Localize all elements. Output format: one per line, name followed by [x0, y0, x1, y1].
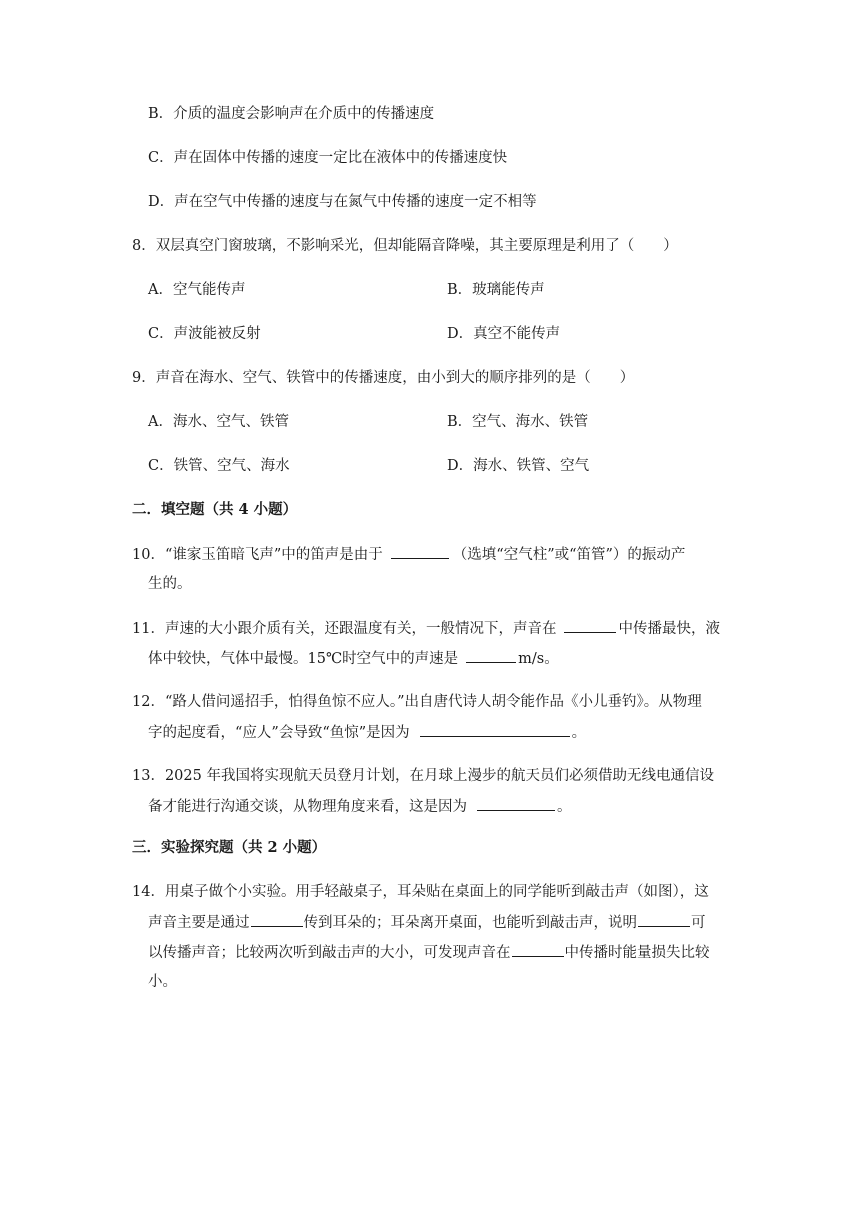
q9-option-a: A．海水、空气、铁管 — [148, 414, 289, 430]
q14-text-6: 中传播时能量损失比较 — [564, 945, 710, 961]
q11-answer-blank-1[interactable] — [564, 618, 616, 633]
q14-line-3 — [148, 942, 710, 963]
q14-line-2 — [148, 912, 706, 933]
q8-stem: 8．双层真空门窗玻璃，不影响采光，但却能隔音降噪，其主要原理是利用了（ ） — [132, 238, 678, 254]
q10-text-1: 10．“谁家玉笛暗飞声”中的笛声是由于 — [132, 547, 383, 563]
q11-text-1: 11．声速的大小跟介质有关，还跟温度有关，一般情况下，声音在 — [132, 621, 557, 637]
q14-line-1: 14．用桌子做个小实验。用手轻敲桌子，耳朵贴在桌面上的同学能听到敲击声（如图），这 — [132, 884, 709, 900]
q10-line-1 — [132, 544, 685, 565]
q13-line-2 — [148, 796, 572, 817]
q8-option-c: C．声波能被反射 — [148, 326, 261, 342]
q9-stem: 9．声音在海水、空气、铁管中的传播速度，由小到大的顺序排列的是（ ） — [132, 370, 635, 386]
q9-option-b: B．空气、海水、铁管 — [447, 414, 589, 430]
q7-option-c: C．声在固体中传播的速度一定比在液体中的传播速度快 — [148, 150, 508, 166]
q13-line-1: 13．2025 年我国将实现航天员登月计划，在月球上漫步的航天员们必须借助无线电通信设 — [132, 768, 714, 784]
q11-text-3: 体中较快，气体中最慢。15℃时空气中的声速是 — [148, 651, 459, 667]
q14-text-4: 可 — [691, 915, 706, 931]
q12-line-2 — [148, 722, 586, 743]
q12-text-2: 字的起度看，“应人”会导致“鱼惊”是因为 — [148, 725, 410, 741]
q8-option-d: D．真空不能传声 — [447, 326, 561, 342]
q11-text-2: 中传播最快，液 — [618, 621, 720, 637]
q9-option-c: C．铁管、空气、海水 — [148, 458, 290, 474]
section-heading-experiment: 三．实验探究题（共 2 小题） — [132, 839, 327, 856]
q8-option-b: B．玻璃能传声 — [447, 282, 545, 298]
q14-text-5: 以传播声音；比较两次听到敲击声的大小，可发现声音在 — [148, 945, 511, 961]
q9-option-d: D．海水、铁管、空气 — [447, 458, 590, 474]
q14-line-4: 小。 — [148, 974, 177, 990]
q13-text-3: 。 — [557, 799, 572, 815]
q14-answer-blank-1[interactable] — [251, 912, 303, 927]
q13-text-2: 备才能进行沟通交谈，从物理角度来看，这是因为 — [148, 799, 467, 815]
q12-answer-blank[interactable] — [420, 722, 570, 737]
q14-answer-blank-3[interactable] — [512, 942, 564, 957]
q11-line-2 — [148, 648, 559, 669]
q7-option-d: D．声在空气中传播的速度与在氮气中传播的速度一定不相等 — [148, 194, 537, 210]
q11-answer-blank-2[interactable] — [466, 648, 516, 663]
q11-text-4: m/s。 — [518, 651, 559, 667]
section-heading-fill-in: 二．填空题（共 4 小题） — [132, 501, 298, 518]
q8-option-a: A．空气能传声 — [148, 282, 246, 298]
q12-text-3: 。 — [571, 725, 587, 741]
q12-line-1: 12．“路人借问遥招手，怕得鱼惊不应人。”出自唐代诗人胡令能作品《小儿垂钓》。从物理 — [132, 694, 702, 710]
q10-text-2: （选填“空气柱”或“笛管”）的振动产 — [452, 547, 686, 563]
q13-answer-blank[interactable] — [477, 796, 555, 811]
q14-text-2: 声音主要是通过 — [148, 915, 250, 931]
q11-line-1 — [132, 618, 720, 639]
q14-answer-blank-2[interactable] — [638, 912, 690, 927]
q14-text-3: 传到耳朵的；耳朵离开桌面，也能听到敲击声，说明 — [303, 915, 637, 931]
q10-line-2: 生的。 — [148, 576, 192, 592]
q7-option-b: B．介质的温度会影响声在介质中的传播速度 — [148, 106, 435, 122]
q10-answer-blank[interactable] — [391, 544, 449, 559]
